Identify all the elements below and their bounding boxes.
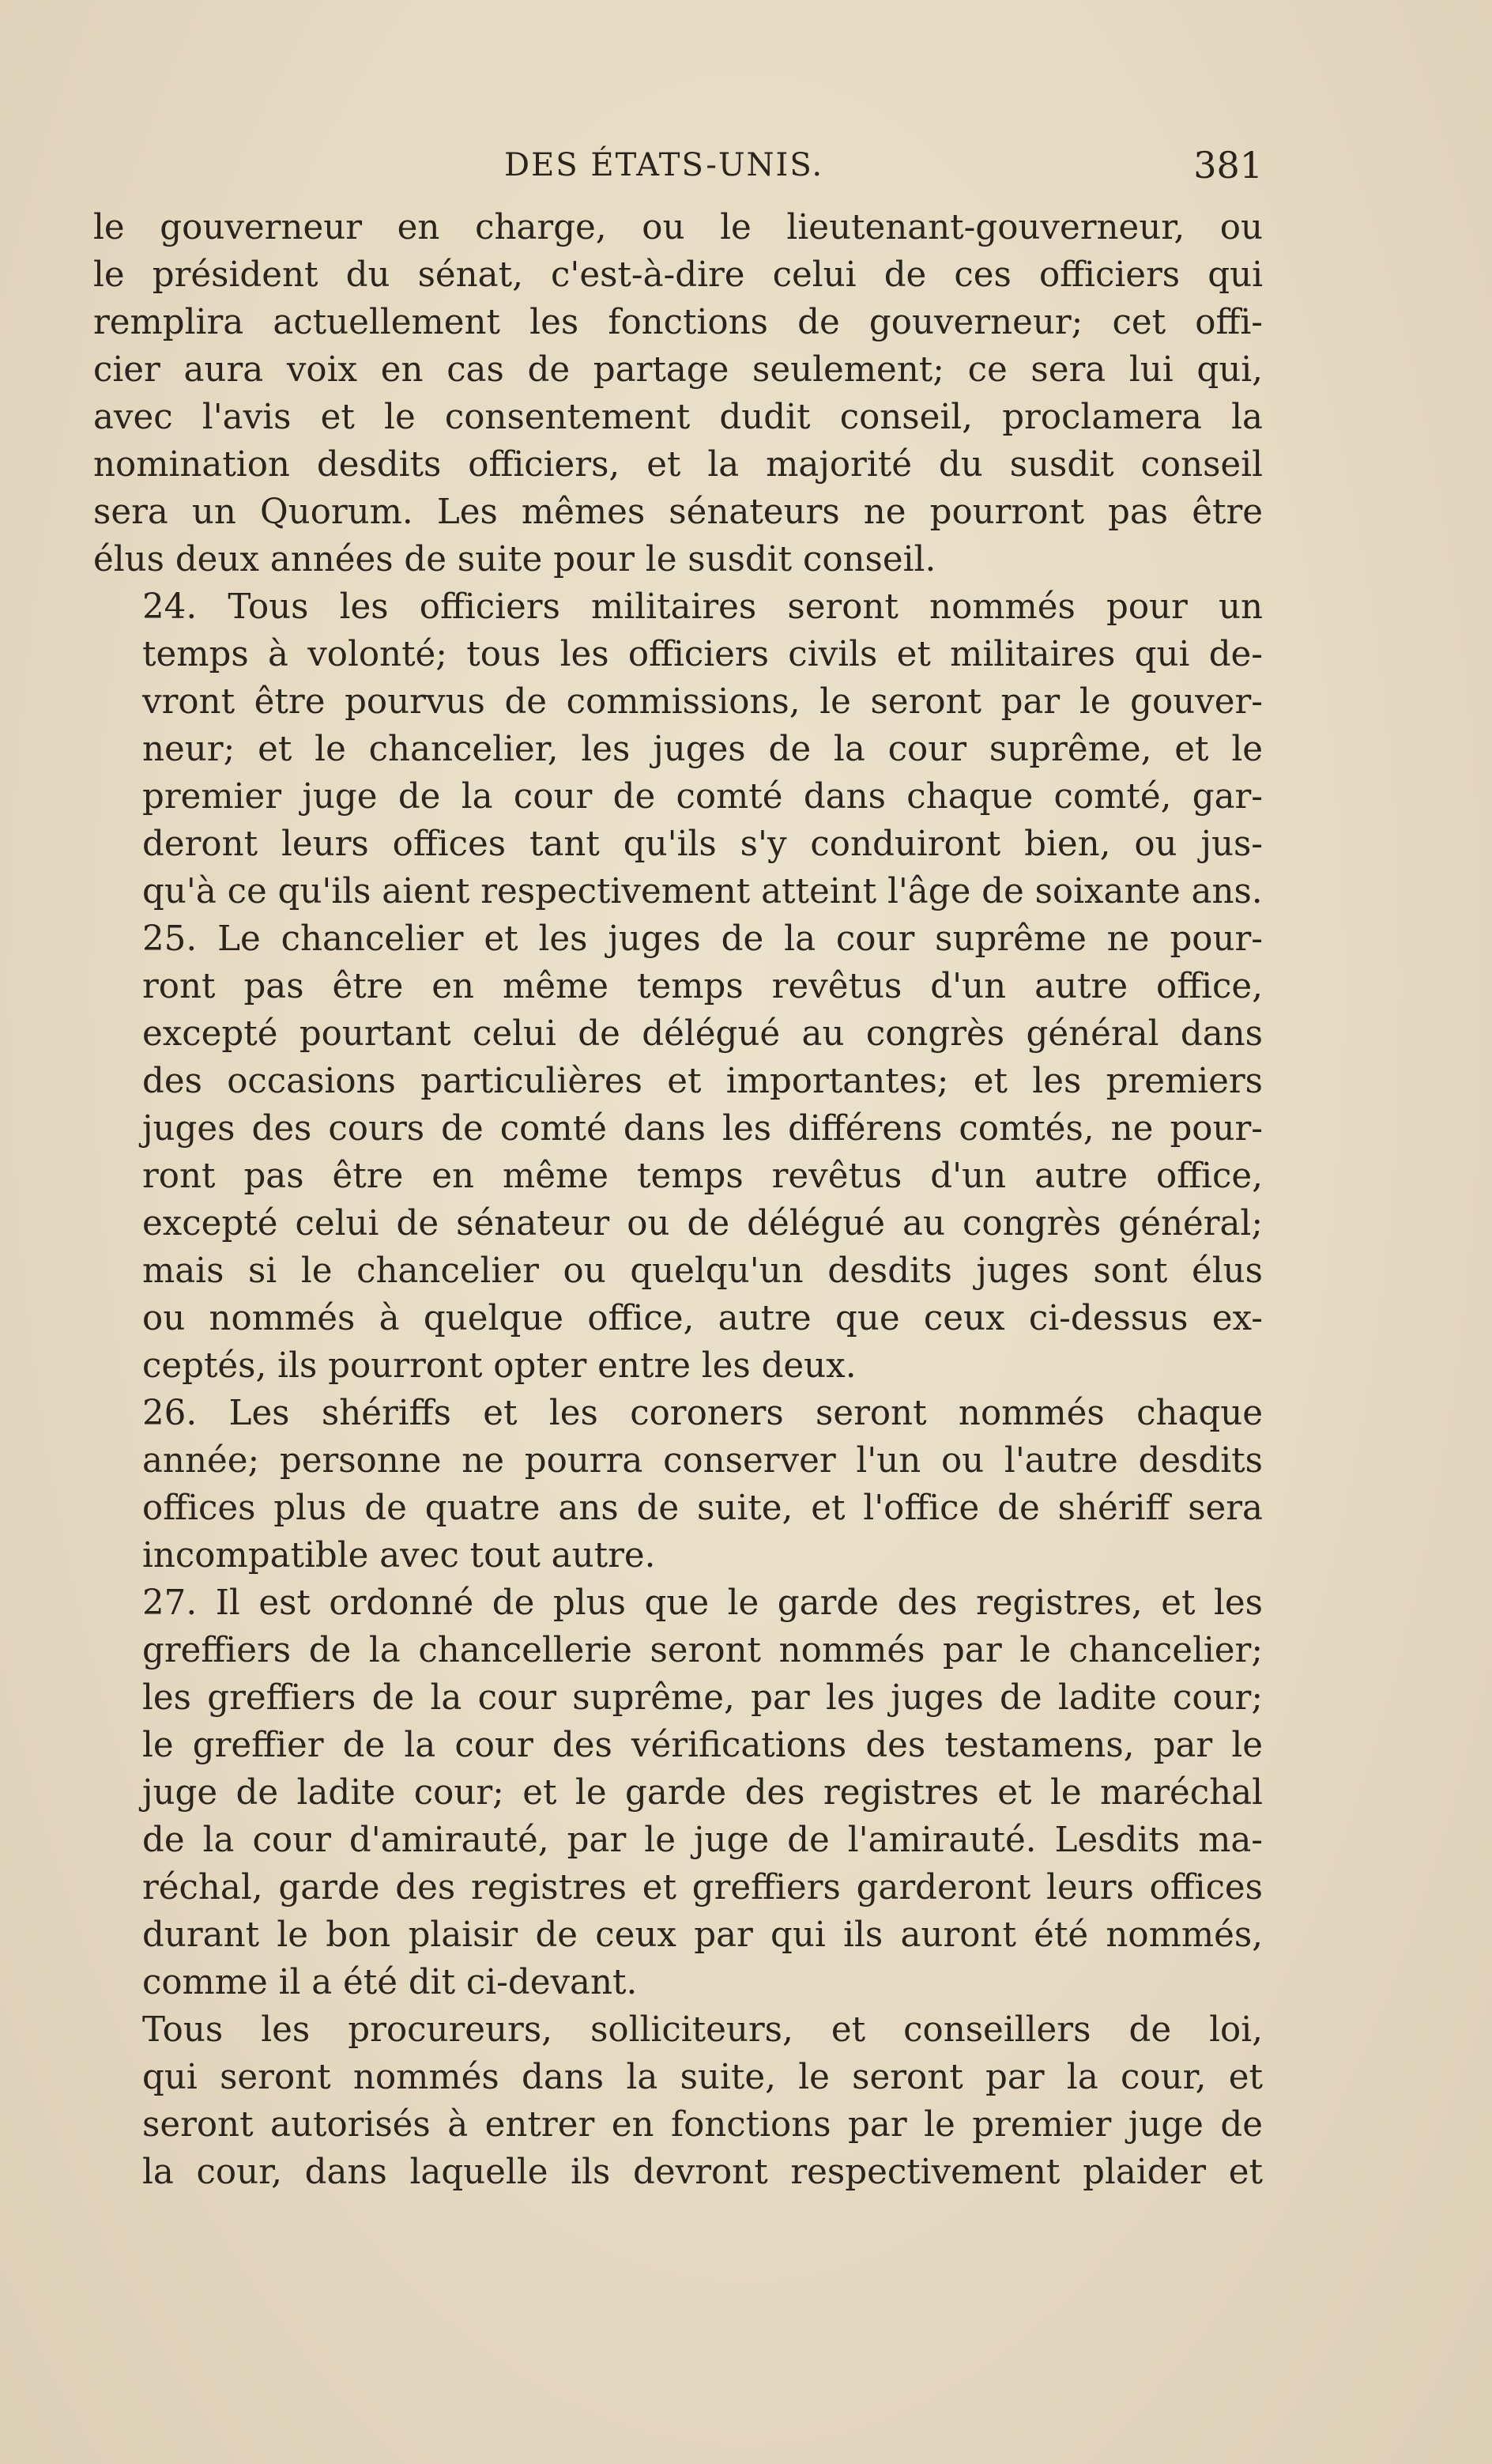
text-line: remplira actuellement les fonctions de gouverneur; cet offi- [93, 303, 1263, 342]
text-line: sera un Quorum. Les mêmes sénateurs ne pourront pas être [93, 492, 1263, 532]
text-line: avec l'avis et le consentement dudit conseil, proclamera la [93, 398, 1263, 437]
text-line: qu'à ce qu'ils aient respectivement atteint l'âge de soixante ans. [142, 872, 1263, 911]
body-text [93, 204, 1263, 2196]
text-line: juges des cours de comté dans les différens comtés, ne pour- [142, 1109, 1263, 1149]
text-line: offices plus de quatre ans de suite, et l'office de shériff sera [142, 1489, 1263, 1528]
text-line: cier aura voix en cas de partage seulement; ce sera lui qui, [93, 350, 1263, 390]
text-line: des occasions particulières et importantes; et les premiers [142, 1062, 1263, 1101]
text-line: greffiers de la chancellerie seront nommés par le chancelier; [142, 1631, 1263, 1670]
page-number: 381 [1193, 144, 1263, 187]
text-line: le gouverneur en charge, ou le lieutenant-gouverneur, ou [93, 208, 1263, 247]
paragraph-article-24 [93, 583, 1263, 915]
paragraph-article-25 [93, 915, 1263, 1390]
text-line: nomination desdits officiers, et la majorité du susdit conseil [93, 445, 1263, 485]
text-line: qui seront nommés dans la suite, le seront par la cour, et [142, 2058, 1263, 2097]
text-line: incompatible avec tout autre. [142, 1536, 656, 1575]
text-line: juge de ladite cour; et le garde des registres et le maréchal [142, 1773, 1263, 1813]
text-line: 25. Le chancelier et les juges de la cour suprême ne pour- [142, 919, 1263, 959]
text-line: 26. Les shériffs et les coroners seront nommés chaque [142, 1394, 1263, 1433]
text-line: durant le bon plaisir de ceux par qui ils auront été nommés, [142, 1915, 1263, 1955]
text-line: élus deux années de suite pour le susdit conseil. [93, 540, 936, 579]
text-line: ceptés, ils pourront opter entre les deux. [142, 1346, 857, 1386]
page-header [93, 144, 1263, 191]
text-line: 27. Il est ordonné de plus que le garde des registres, et les [142, 1583, 1263, 1623]
paragraph-continued [93, 204, 1263, 583]
text-line: réchal, garde des registres et greffiers garderont leurs offices [142, 1868, 1263, 1907]
text-line: année; personne ne pourra conserver l'un ou l'autre desdits [142, 1441, 1263, 1481]
text-line: 24. Tous les officiers militaires seront nommés pour un [142, 587, 1263, 627]
text-line: deront leurs offices tant qu'ils s'y conduiront bien, ou jus- [142, 824, 1263, 864]
text-line: le greffier de la cour des vérifications des testamens, par le [142, 1726, 1263, 1765]
running-head: DES ÉTATS-UNIS. [504, 147, 824, 183]
text-line: excepté celui de sénateur ou de délégué au congrès général; [142, 1204, 1263, 1243]
text-line: neur; et le chancelier, les juges de la cour suprême, et le [142, 730, 1263, 769]
text-line: les greffiers de la cour suprême, par les juges de ladite cour; [142, 1678, 1263, 1718]
paragraph-procureurs [93, 2006, 1263, 2196]
text-line: vront être pourvus de commissions, le seront par le gouver- [142, 682, 1263, 722]
text-line: le président du sénat, c'est-à-dire celui de ces officiers qui [93, 255, 1263, 295]
paragraph-article-26 [93, 1390, 1263, 1579]
text-line: seront autorisés à entrer en fonctions par le premier juge de [142, 2105, 1263, 2145]
text-line: mais si le chancelier ou quelqu'un desdits juges sont élus [142, 1251, 1263, 1291]
text-line: comme il a été dit ci-devant. [142, 1963, 638, 2002]
text-line: ront pas être en même temps revêtus d'un autre office, [142, 1157, 1263, 1196]
text-line: Tous les procureurs, solliciteurs, et conseillers de loi, [142, 2010, 1263, 2050]
paragraph-article-27 [93, 1579, 1263, 2006]
text-line: ou nommés à quelque office, autre que ceux ci-dessus ex- [142, 1299, 1263, 1338]
text-line: ront pas être en même temps revêtus d'un autre office, [142, 967, 1263, 1006]
text-line: de la cour d'amirauté, par le juge de l'amirauté. Lesdits ma- [142, 1821, 1263, 1860]
text-line: temps à volonté; tous les officiers civils et militaires qui de- [142, 635, 1263, 674]
text-line: la cour, dans laquelle ils devront respectivement plaider et [142, 2153, 1263, 2192]
text-line: excepté pourtant celui de délégué au congrès général dans [142, 1014, 1263, 1054]
text-line: premier juge de la cour de comté dans chaque comté, gar- [142, 777, 1263, 817]
